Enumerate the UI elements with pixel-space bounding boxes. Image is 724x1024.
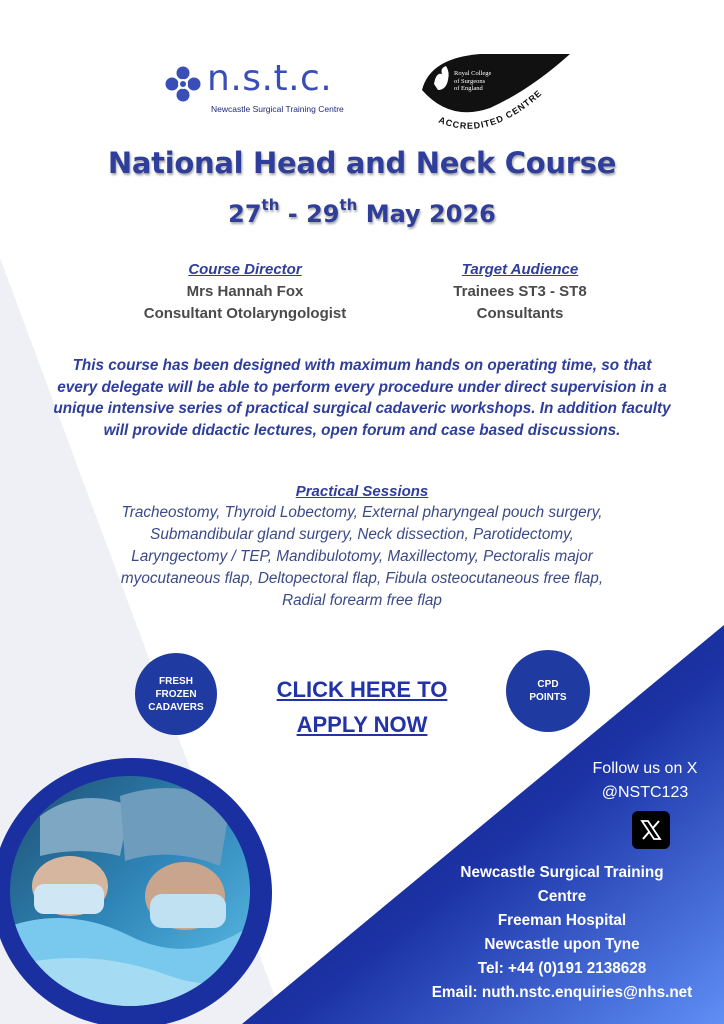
course-director-heading: Course Director [188, 261, 302, 278]
contact-phone[interactable]: Tel: +44 (0)191 2138628 [477, 960, 647, 977]
brand-subtitle: Newcastle Surgical Training Centre [211, 104, 344, 114]
practical-sessions-heading: Practical Sessions [295, 483, 429, 500]
course-director-block [118, 259, 372, 325]
contact-block [412, 861, 712, 1005]
director-role: Consultant Otolaryngologist [143, 305, 347, 322]
rcs-name: Royal College of Surgeons of England [454, 70, 492, 92]
course-title: National Head and Neck Course [107, 146, 617, 180]
surgeons-photo [10, 776, 250, 1006]
cpd-points-badge: CPD POINTS [506, 650, 590, 732]
rcs-accredited-logo [420, 50, 580, 150]
accredited-text: ACCREDITED CENTRE [437, 87, 544, 131]
x-logo-icon[interactable] [632, 811, 670, 849]
follow-us [560, 757, 724, 805]
social-handle[interactable]: @NSTC123 [601, 784, 689, 801]
course-dates: 27th - 29th May 2026 [228, 196, 496, 228]
course-description: This course has been designed with maximum hands on operating time, so that every delegate will be able to perform every procedure under direct supervision in a unique intensive series of practical surgical cadaveric workshops. In addition faculty will provide didactic lectures, open forum and case based discussions. [53, 357, 671, 439]
contact-email[interactable]: Email: nuth.nstc.enquiries@nhs.net [431, 984, 693, 1001]
target-audience-heading: Target Audience [461, 261, 579, 278]
audience-line-1: Trainees ST3 - ST8 [453, 283, 587, 300]
brand-name: n.s.t.c. [207, 58, 333, 99]
follow-label: Follow us on X [592, 760, 698, 777]
contact-city: Newcastle upon Tyne [484, 936, 640, 953]
x-glyph-icon [640, 819, 662, 841]
apply-now-link[interactable]: CLICK HERE TO APPLY NOW [276, 677, 448, 737]
surgeons-image [10, 776, 250, 1006]
contact-name-line2: Centre [537, 888, 587, 905]
flower-icon [163, 64, 203, 104]
audience-line-2: Consultants [476, 305, 564, 322]
rcs-emblem [420, 50, 580, 150]
contact-name-line1: Newcastle Surgical Training [460, 864, 664, 881]
contact-hospital: Freeman Hospital [497, 912, 627, 929]
nstc-logo [163, 58, 353, 122]
director-name: Mrs Hannah Fox [186, 283, 304, 300]
practical-sessions-list: Tracheostomy, Thyroid Lobectomy, External pharyngeal pouch surgery, Submandibular gland surgery, Neck dissection, Parotidectomy, Laryngectomy / TEP, Mandibulotomy, Maxillectomy, Pectoralis major myocutaneous flap, Deltopectoral flap, Fibula osteocutaneous free flap, Radial forearm free flap [120, 504, 604, 609]
fresh-frozen-cadavers-badge: FRESH FROZEN CADAVERS [135, 653, 217, 735]
target-audience-block [420, 259, 620, 325]
